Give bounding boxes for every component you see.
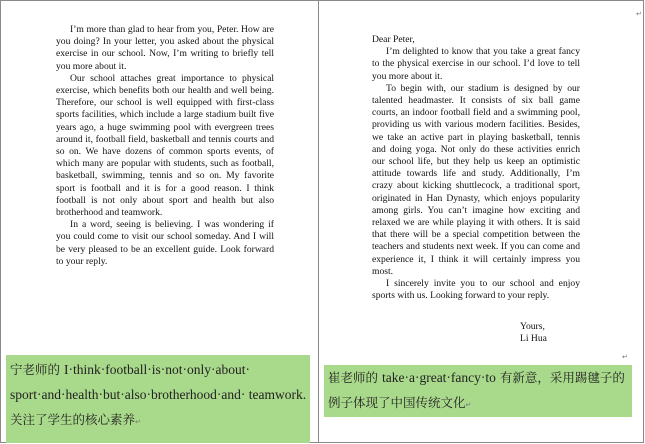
comment-prefix: 宁老师的	[10, 362, 64, 377]
paragraph-mark: ↵	[465, 401, 472, 409]
comment-text: 有新意，采用踢毽子的例子体现了中国传统文化	[328, 370, 625, 410]
left-paragraph-3: In a word, seeing is believing. I was wondering if you could come to visit our school someday. And I will be very pleased to be an excellent guide. Look forward to your reply.	[56, 219, 274, 267]
paragraph-mark: ↵	[622, 353, 628, 361]
comment-prefix: 崔老师的	[328, 370, 382, 385]
teacher-comment-right	[324, 365, 632, 417]
right-border	[643, 0, 644, 443]
comment-quote: take·a·great·fancy·to	[381, 370, 496, 385]
top-border	[0, 0, 644, 1]
left-letter	[56, 24, 274, 268]
letter-greeting: Dear Peter,	[372, 34, 415, 45]
letter-signature: Li Hua	[520, 333, 547, 344]
left-border	[0, 0, 1, 443]
left-paragraph-2: Our school attaches great importance to physical exercise, which benefits both our health and well being. Therefore, our school is well equipped with first-class sports facilities, which include a large stadium built five years ago, a huge swimming pool with evergreen trees around it, football field, basketball and tennis courts and so on. We have dozens of common sports events, of which many are popular with students, such as football, basketball, swimming, tennis and so on. My favorite sport is football and it is for a good reason. I think football is not only about sport and health but also brotherhood and teamwork.	[56, 72, 274, 219]
center-divider	[318, 0, 319, 443]
right-paragraph-1: I’m delighted to know that you take a great fancy to the physical exercise in our school. I’d love to tell you more about it.	[372, 46, 580, 82]
paragraph-mark: ↵	[135, 418, 141, 426]
comment-quote: I·think·football·is·not·only·about· sport·and·health·but·also·brotherhood·and· teamwork.	[10, 362, 307, 402]
right-letter	[372, 34, 580, 302]
right-paragraph-3: I sincerely invite you to our school and enjoy sports with us. Looking forward to your reply.	[372, 278, 580, 302]
left-paragraph-1: I’m more than glad to hear from you, Peter. How are you doing? In your letter, you asked about the physical exercise in our school. Now, I’m writing to briefly tell you more about it.	[56, 24, 274, 72]
teacher-comment-left	[6, 355, 310, 443]
right-paragraph-2: To begin with, our stadium is designed by our talented headmaster. It consists of six ball game courts, an indoor football field and a swimming pool, providing us with various modern facilities. Besides, we take an active part in playing basketball, tennis and doing yoga. Not only do these activities enrich our school life, but they help us keep an optimistic attitude towards life and study. Additionally, I’m crazy about kicking shuttlecock, a traditional sport, originated in Han Dynasty, which enjoys popularity among girls. You can’t imagine how exciting and relaxed we are while playing it with others. It is said that there will be a special competition between the teachers and students next week. If you can come and experience it, I think it will certainly impress you most.	[372, 82, 580, 277]
letter-closing: Yours,	[520, 321, 545, 332]
comment-text: 关注了学生的核心素养	[10, 412, 136, 427]
paragraph-mark: ↵	[636, 10, 642, 18]
